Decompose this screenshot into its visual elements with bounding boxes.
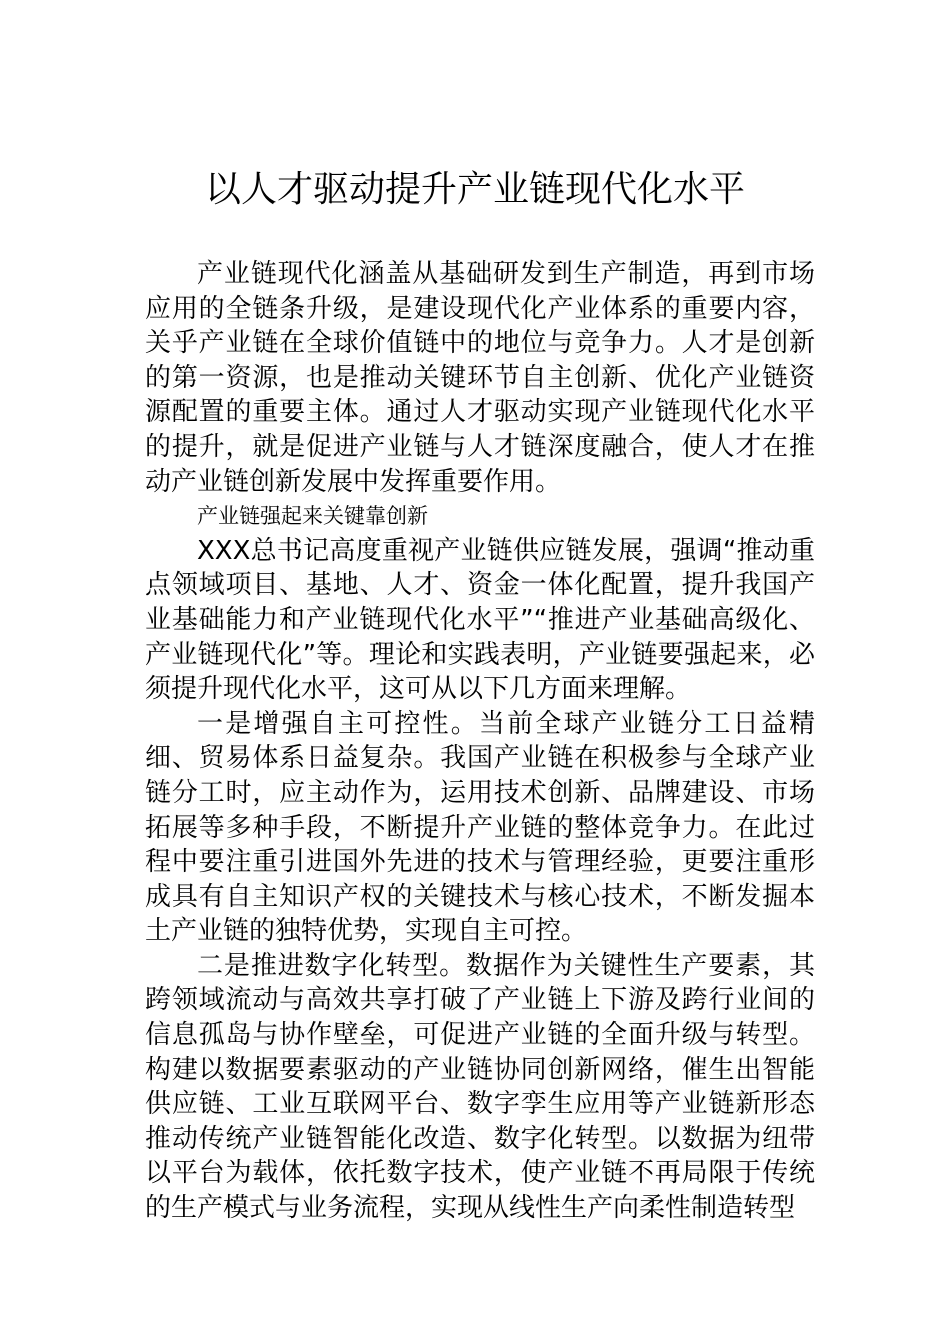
paragraph-intro: 产业链现代化涵盖从基础研发到生产制造，再到市场应用的全链条升级，是建设现代化产业体系的重要内容，关乎产业链在全球价值链中的地位与竞争力。人才是创新的第一资源，也是推动关键环节自主创新、优化产业链资源配置的重要主体。通过人才驱动实现产业链现代化水平的提升，就是促进产业链与人才链深度融合，使人才在推动产业链创新发展中发挥重要作用。 (145, 259, 815, 497)
document-title: 以人才驱动提升产业链现代化水平 (204, 169, 745, 210)
paragraph-point-two: 二是推进数字化转型。数据作为关键性生产要素，其跨领域流动与高效共享打破了产业链上下游及跨行业间的信息孤岛与协作壁垒，可促进产业链的全面升级与转型。构建以数据要素驱动的产业链协同创新网络，催生出智能供应链、工业互联网平台、数字孪生应用等产业链新形态推动传统产业链智能化改造、数字化转型。以数据为纽带以平台为载体，依托数字技术，使产业链不再局限于传统的生产模式与业务流程，实现从线性生产向柔性制造转型 (145, 950, 815, 1224)
paragraph-point-one: 一是增强自主可控性。当前全球产业链分工日益精细、贸易体系日益复杂。我国产业链在积极参与全球产业链分工时，应主动作为，运用技术创新、品牌建设、市场拓展等多种手段，不断提升产业链的整体竞争力。在此过程中要注重引进国外先进的技术与管理经验，更要注重形成具有自主知识产权的关键技术与核心技术，不断发掘本土产业链的独特优势，实现自主可控。 (145, 708, 815, 947)
paragraph-policy: XXX总书记高度重视产业链供应链发展，强调“推动重点领域项目、基地、人才、资金一体化配置，提升我国产业基础能力和产业链现代化水平”“推进产业基础高级化、产业链现代化”等。理论和实践表明，产业链要强起来，必须提升现代化水平，这可从以下几方面来理解。 (145, 535, 815, 705)
section-heading: 产业链强起来关键靠创新 (197, 504, 428, 529)
document-body (145, 257, 815, 1226)
